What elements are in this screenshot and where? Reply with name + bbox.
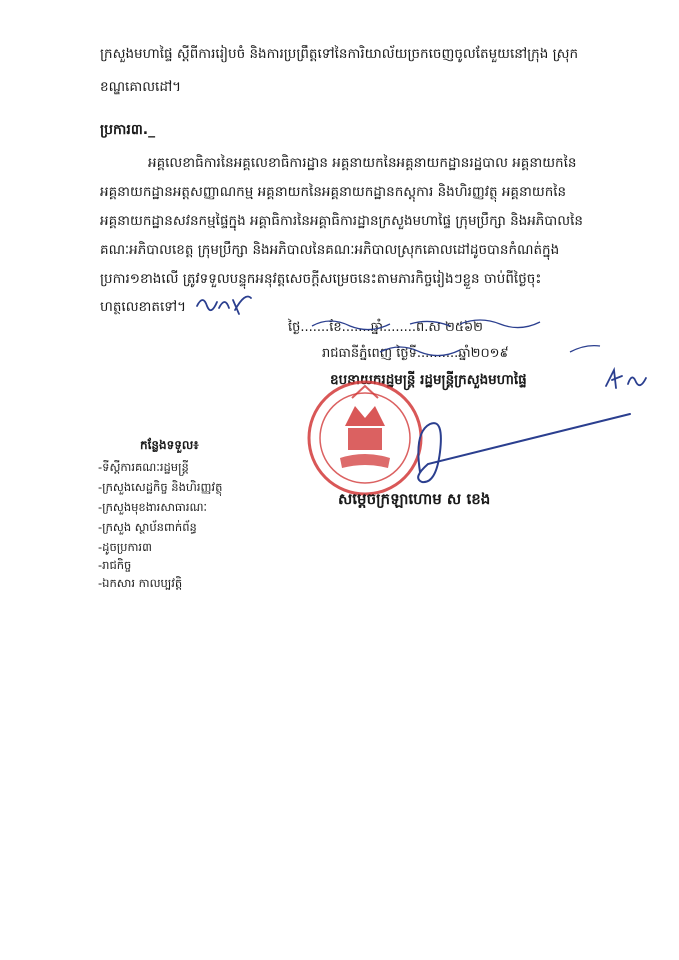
recipient-item: -ឯកសារ កាលប្បវត្តិ bbox=[98, 576, 183, 590]
intro-text-1: ក្រសួងមហាផ្ទៃ ស្តីពីការរៀបចំ និងការប្រព្រឹត្តទៅនៃការិយាល័យច្រកចេញចូលតែមួយនៅក្រុង ស្រុក bbox=[100, 46, 579, 62]
intro-line-2: ខណ្ឌគោលដៅ។ bbox=[100, 79, 182, 95]
recipient-item: -ក្រសួងមុខងារសាធារណៈ bbox=[98, 500, 208, 514]
solar-date: រាជធានីភ្នំពេញ ថ្ងៃទី..........ឆ្នាំ២០១៩ bbox=[322, 346, 509, 361]
handwritten-date-marks bbox=[310, 316, 610, 366]
handwritten-signature bbox=[400, 412, 640, 502]
recipient-item: -ក្រសួង ស្ថាប័នពាក់ព័ន្ធ bbox=[98, 520, 197, 534]
paragraph-line-4: គណៈអភិបាលខេត្ត ក្រុមប្រឹក្សា និងអភិបាលនៃគណៈអភិបាលស្រុកគោលដៅដូចបានកំណត់ក្នុង bbox=[100, 242, 560, 258]
paragraph-line-5: ប្រការ១ខាងលើ ត្រូវទទួលបន្ទុកអនុវត្តសេចក្តីសម្រេចនេះតាមភារកិច្ចរៀងៗខ្លួន ចាប់ពីថ្ងៃចុះ bbox=[100, 271, 542, 287]
recipients-title: កន្លែងទទួល៖ bbox=[140, 438, 199, 452]
paragraph-line-2: អគ្គនាយកដ្ឋានអត្តសញ្ញាណកម្ម អគ្គនាយកនៃអគ្គនាយកដ្ឋានកស្ដុការ និងហិរញ្ញវត្ថុ អគ្គនាយកនៃ bbox=[100, 184, 567, 200]
paragraph-line-1: អគ្គលេខាធិការនៃអគ្គលេខាធិការដ្ឋាន អគ្គនាយកនៃអគ្គនាយកដ្ឋានរដ្ឋបាល អគ្គនាយកនៃ bbox=[148, 155, 577, 171]
paragraph-line-3: អគ្គនាយកដ្ឋានសវនកម្មផ្ទៃក្នុង អគ្គាធិការនៃអគ្គាធិការដ្ឋានក្រសួងមហាផ្ទៃ ក្រុមប្រឹក្សា និងអភិបាលនៃ bbox=[100, 213, 583, 229]
signatory-title: ឧបនាយករដ្ឋមន្ត្រី រដ្ឋមន្ត្រីក្រសួងមហាផ្ទៃ bbox=[330, 372, 527, 388]
lunar-date: ថ្ងៃ.......ខែ.......ឆ្នាំ........ព.ស ២៥៦២ bbox=[288, 320, 484, 335]
signatory-name: សម្តេចក្រឡាហោម ស ខេង bbox=[338, 490, 491, 508]
recipient-item: -ក្រសួងសេដ្ឋកិច្ច និងហិរញ្ញវត្ថុ bbox=[98, 480, 223, 494]
article-heading: ប្រការ៣._ bbox=[100, 122, 156, 138]
handwritten-initials bbox=[195, 288, 255, 318]
recipient-item: -ទីស្តីការគណៈរដ្ឋមន្ត្រី bbox=[98, 460, 189, 474]
recipient-item: -រាជកិច្ច bbox=[98, 558, 132, 572]
handwritten-annotation bbox=[602, 366, 652, 392]
intro-line-1 bbox=[100, 45, 580, 63]
paragraph-line-6: ហត្ថលេខាតទៅ។ bbox=[100, 299, 187, 315]
recipient-item: -ដូចប្រការ៣ bbox=[98, 540, 152, 554]
